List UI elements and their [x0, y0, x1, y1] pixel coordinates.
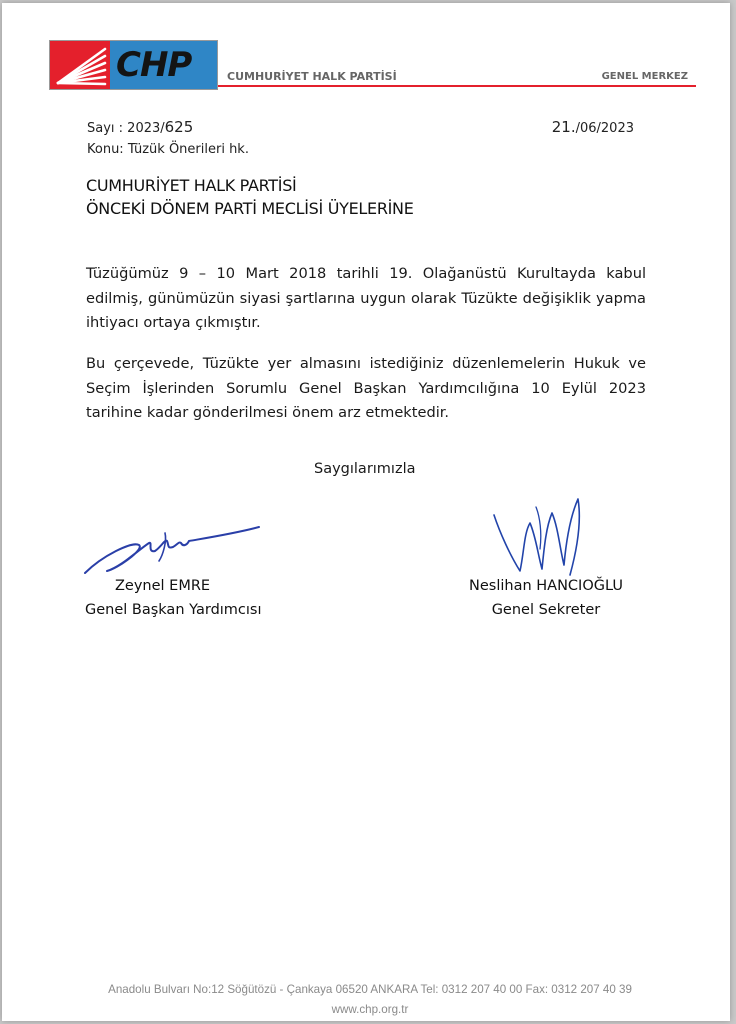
body-paragraph-2: Bu çerçevede, Tüzükte yer almasını istediğiniz düzenlemelerin Hukuk ve Seçim İşlerinden Sorumlu Genel Başkan Yardımcılığına 10 Eylül 2023 tarihine kadar gönderilmesi önem arz etmektedir.	[86, 355, 646, 421]
party-name: CUMHURİYET HALK PARTİSİ	[227, 70, 397, 83]
signatory-name: Neslihan HANCIOĞLU	[469, 578, 623, 594]
reference-number	[87, 117, 249, 139]
addressee-block	[86, 174, 414, 220]
six-arrows-icon	[50, 41, 110, 89]
addressee-line-2: ÖNCEKİ DÖNEM PARTİ MECLİSİ ÜYELERİNE	[86, 199, 414, 218]
letter-meta	[87, 117, 249, 160]
signatory-title: Genel Sekreter	[491, 602, 601, 618]
hq-label: GENEL MERKEZ	[601, 71, 688, 82]
addressee-line-1: CUMHURİYET HALK PARTİSİ	[86, 176, 297, 195]
signatory-right	[469, 574, 623, 622]
signature-right	[480, 493, 590, 583]
signatory-title: Genel Başkan Yardımcısı	[85, 602, 262, 618]
date-rest: /06/2023	[575, 121, 634, 136]
letter-footer	[2, 980, 736, 1020]
header-divider	[218, 85, 696, 87]
handwritten-number: 625	[164, 118, 194, 136]
footer-address: Anadolu Bulvarı No:12 Söğütözü - Çankaya 06520 ANKARA Tel: 0312 207 40 00 Fax: 0312 207 40 39	[108, 983, 632, 996]
logo-text: CHP	[116, 45, 192, 85]
footer-website: www.chp.org.tr	[331, 1003, 409, 1016]
signatory-left	[85, 574, 262, 622]
chp-logo	[49, 40, 218, 90]
handwritten-day: 21.	[551, 118, 576, 136]
letter-date	[552, 117, 634, 139]
signatory-name: Zeynel EMRE	[115, 578, 211, 594]
letter-page	[2, 3, 730, 1021]
reference-label: Sayı : 2023/	[87, 121, 165, 136]
subject-line: Konu: Tüzük Önerileri hk.	[87, 142, 249, 157]
closing-line: Saygılarımızla	[314, 461, 416, 477]
body-paragraph-1: Tüzüğümüz 9 – 10 Mart 2018 tarihli 19. Olağanüstü Kurultayda kabul edilmiş, günümüzün siyasi şartlarına uygun olarak Tüzükte değişiklik yapma ihtiyacı ortaya çıkmıştır.	[86, 265, 646, 331]
